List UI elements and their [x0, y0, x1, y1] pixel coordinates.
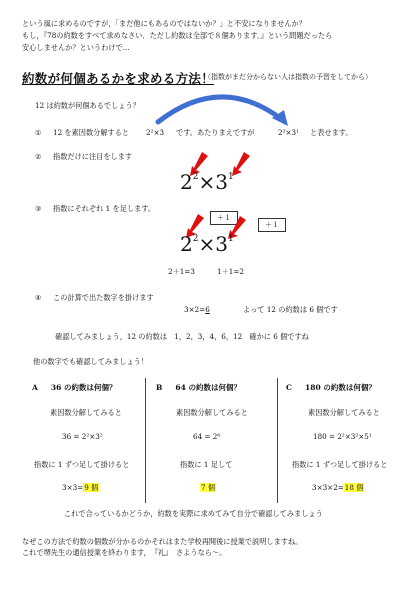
example-b-step1: 素因数分解してみると	[176, 408, 248, 417]
example-b-title: B 64 の約数は何個？	[156, 383, 241, 392]
closing-line-1: なぜこの方法で約数の個数が分かるのかそれはまた学校再開後に授業で説明しますね。	[22, 537, 303, 546]
step-1-text-b: です。あたりまえですが	[176, 128, 255, 137]
exponent-expression-2: $2^2\times 3^1$	[180, 232, 234, 256]
example-a-answer: 3×3=9 個	[62, 483, 99, 492]
example-c-step1: 素因数分解してみると	[308, 408, 380, 417]
step-2-num: ②	[35, 152, 42, 161]
column-divider-2	[277, 378, 278, 503]
closing-line-2: これで堺先生の通信授業を終わります， 『礼』 さようなら～。	[22, 548, 227, 557]
step-3-text: 指数にそれぞれ 1 を足します。	[53, 204, 156, 213]
example-c-step2: 指数に 1 ずつ足して掛けると	[292, 460, 388, 469]
example-b-step2: 指数に 1 足して	[180, 460, 233, 469]
intro-line-2: もし，『78の約数をすべて求めなさい．ただし約数は全部で８個あります．』という問題だったら	[22, 31, 333, 40]
question-text: 12 は約数が何個あるでしょう？	[35, 101, 140, 110]
step-1-text-c: と表せます。	[310, 128, 353, 137]
step-1-text-a: 12 を素因数分解すると	[53, 128, 130, 137]
sum-left: 2＋1=3	[168, 267, 195, 276]
step-1-expr: 2²×3	[146, 128, 165, 137]
heading-note: （指数がまだ分からない人は指数の予習をしてから）	[204, 73, 372, 81]
example-b-factor: 64 = 2⁶	[193, 432, 221, 441]
example-c-answer: 3×3×2=18 個	[312, 483, 364, 492]
example-a-title: A 36 の約数は何個？	[32, 383, 117, 392]
sum-right: 1＋1=2	[217, 267, 244, 276]
example-a-step1: 素因数分解してみると	[50, 408, 122, 417]
product-note: よって 12 の約数は 6 個です	[243, 305, 338, 314]
step-1-num: ①	[35, 128, 42, 137]
curved-arrow-icon	[150, 88, 300, 128]
intro-line-3: 安心しませんか？というわけで…	[22, 43, 130, 52]
confirm-text: 確認してみましょう，12 の約数は 1，2，3，4，6，12 確かに 6 個ですね	[55, 332, 309, 341]
plus-one-box-right: ＋１	[258, 218, 286, 232]
section-heading: 約数が何個あるかを求める方法！	[22, 71, 215, 86]
column-divider-1	[145, 378, 146, 503]
example-a-step2: 指数に 1 ずつ足して掛けると	[34, 460, 130, 469]
check-note: これで合っているかどうか，約数を実際に求めてみて自分で確認してみましょう	[64, 509, 323, 518]
plus-one-box-left: ＋１	[210, 211, 238, 225]
try-other-text: 他の数字でも確認してみましょう！	[33, 357, 149, 366]
example-c-factor: 180 = 2²×3²×5¹	[313, 432, 372, 441]
example-c-title: C 180 の約数は何個？	[286, 383, 376, 392]
intro-line-1: という風に求めるのですが，「まだ他にもあるのではないか？」と不安になりませんか？	[22, 19, 306, 28]
example-a-factor: 36 = 2²×3²	[62, 432, 103, 441]
example-b-answer: 7 個	[201, 483, 216, 492]
exponent-expression: $2^2\times 3^1$	[180, 170, 234, 194]
product-expression: 3×2=6	[184, 305, 210, 314]
step-3-num: ③	[35, 204, 42, 213]
step-2-text: 指数だけに注目をします	[53, 152, 133, 161]
step-1-expr2: 2²×3¹	[278, 128, 299, 137]
step-4-text: この計算で出た数字を掛けます	[53, 293, 154, 302]
step-4-num: ④	[35, 293, 42, 302]
